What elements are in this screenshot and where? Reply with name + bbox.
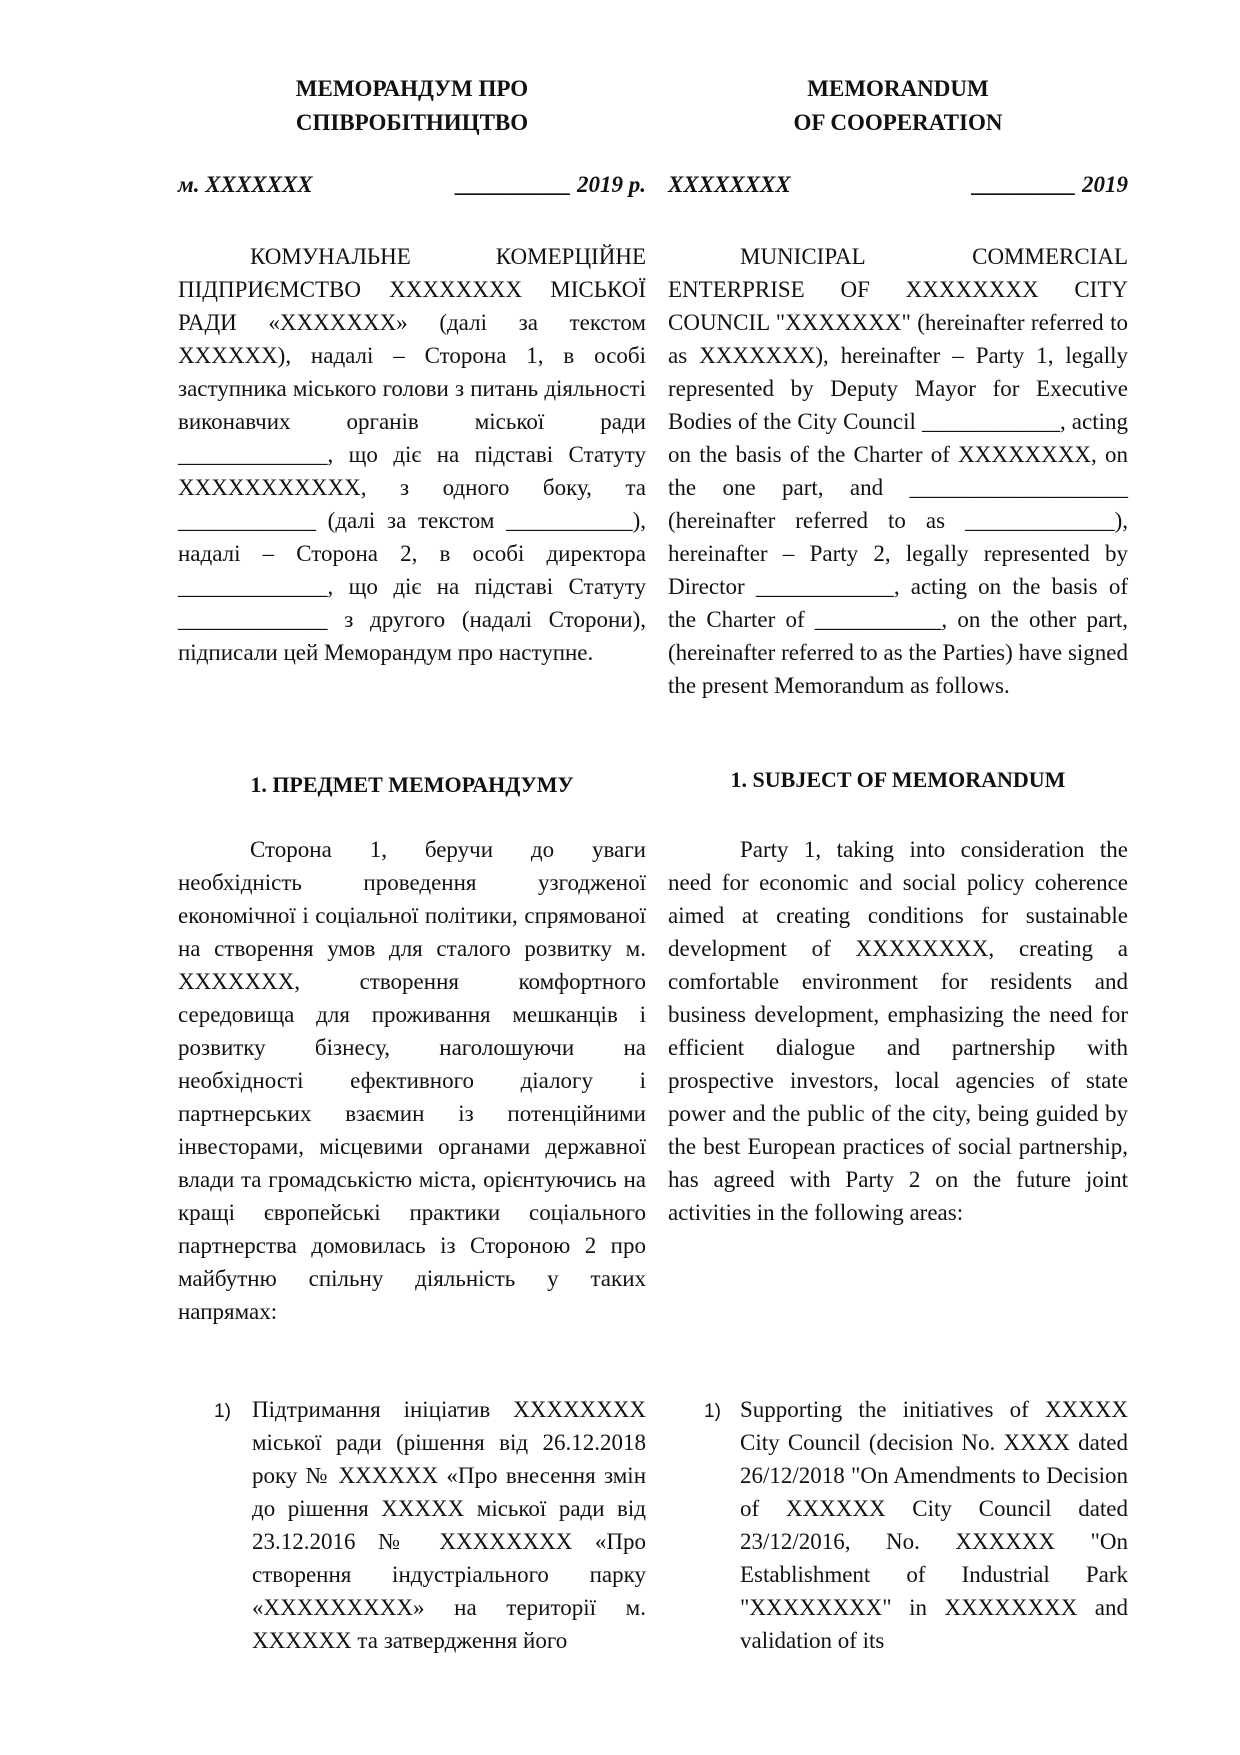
list-number-ukrainian: 1) [214,1401,231,1422]
section1-heading-ukrainian: 1. ПРЕДМЕТ МЕМОРАНДУМУ [250,772,574,797]
section1-paragraph-english: Party 1, taking into consideration the need for economic and social policy coherence aimed at creating conditions for sustainable development of XXXXXXXX, creating a comfortable environment for residents and business development, emphasizing the need for efficient dialogue and partnership with prospective investors, local agencies of state power and the public of the city, being guided by the best European practices of social partnership, has agreed with Party 2 on the future joint activities in the following areas: [668,837,1128,1225]
list-number-english: 1) [704,1401,721,1422]
title-ukrainian [178,72,646,140]
title-english-line2: OF COOPERATION [793,110,1003,135]
dateline-ukrainian [178,172,646,198]
title-ukrainian-line2: СПІВРОБІТНИЦТВО [295,110,529,135]
section1-heading-english: 1. SUBJECT OF MEMORANDUM [730,767,1066,792]
city-ukrainian: м. XXXXXXX [178,172,313,197]
title-english-line1: MEMORANDUM [807,76,989,101]
title-english [668,72,1128,140]
date-english: _________ 2019 [972,172,1128,197]
list-text-ukrainian: Підтримання ініціатив XXXXXXXX міської ради (рішення від 26.12.2018 року № XXXXXX «Про внесення змін до рішення XXXXX міської ради від 23.12.2016 № XXXXXXXX «Про створення індустріального парку «XXXXXXXXX» на території м. XXXXXX та затвердження його [252,1397,646,1653]
intro-paragraph-ukrainian: КОМУНАЛЬНЕ КОМЕРЦІЙНЕ ПІДПРИЄМСТВО XXXXXXXX МІСЬКОЇ РАДИ «XXXXXXX» (далі за текстом XXXXXX), надалі – Сторона 1, в особі заступника міського голови з питань діяльності виконавчих органів міської ради _____________, що діє на підставі Статуту XXXXXXXXXXX, з одного боку, та ____________ (далі за текстом ___________), надалі – Сторона 2, в особі директора _____________, що діє на підставі Статуту _____________ з другого (надалі Сторони), підписали цей Меморандум про наступне. [178,244,646,665]
list-text-english: Supporting the initiatives of XXXXX City Council (decision No. XXXX dated 26/12/2018 "On Amendments to Decision of XXXXXX City Council dated 23/12/2016, No. XXXXXX "On Establishment of Industrial Park "XXXXXXXX" in XXXXXXXX and validation of its [740,1397,1128,1653]
title-ukrainian-line1: МЕМОРАНДУМ ПРО [295,76,529,101]
city-english: XXXXXXXX [668,172,791,197]
section1-paragraph-ukrainian: Сторона 1, беручи до уваги необхідність проведення узгодженої економічної і соціальної політики, спрямованої на створення умов для сталого розвитку м. XXXXXXX, створення комфортного середовища для проживання мешканців і розвитку бізнесу, наголошуючи на необхідності ефективного діалогу і партнерських взаємин із потенційними інвесторами, місцевими органами державної влади та громадськістю міста, орієнтуючись на кращі європейські практики соціального партнерства домовилась із Стороною 2 про майбутню спільну діяльність у таких напрямах: [178,837,646,1324]
intro-paragraph-english: MUNICIPAL COMMERCIAL ENTERPRISE OF XXXXXXXX CITY COUNCIL "XXXXXXX" (hereinafter referred to as XXXXXXX), hereinafter – Party 1, legally represented by Deputy Mayor for Executive Bodies of the City Council ____________, acting on the basis of the Charter of XXXXXXXX, on the one part, and ___________________ (hereinafter referred to as _____________), hereinafter – Party 2, legally represented by Director ____________, acting on the basis of the Charter of ___________, on the other part, (hereinafter referred to as the Parties) have signed the present Memorandum as follows. [668,244,1128,698]
date-ukrainian: __________ 2019 р. [456,172,646,197]
dateline-english [668,172,1128,198]
